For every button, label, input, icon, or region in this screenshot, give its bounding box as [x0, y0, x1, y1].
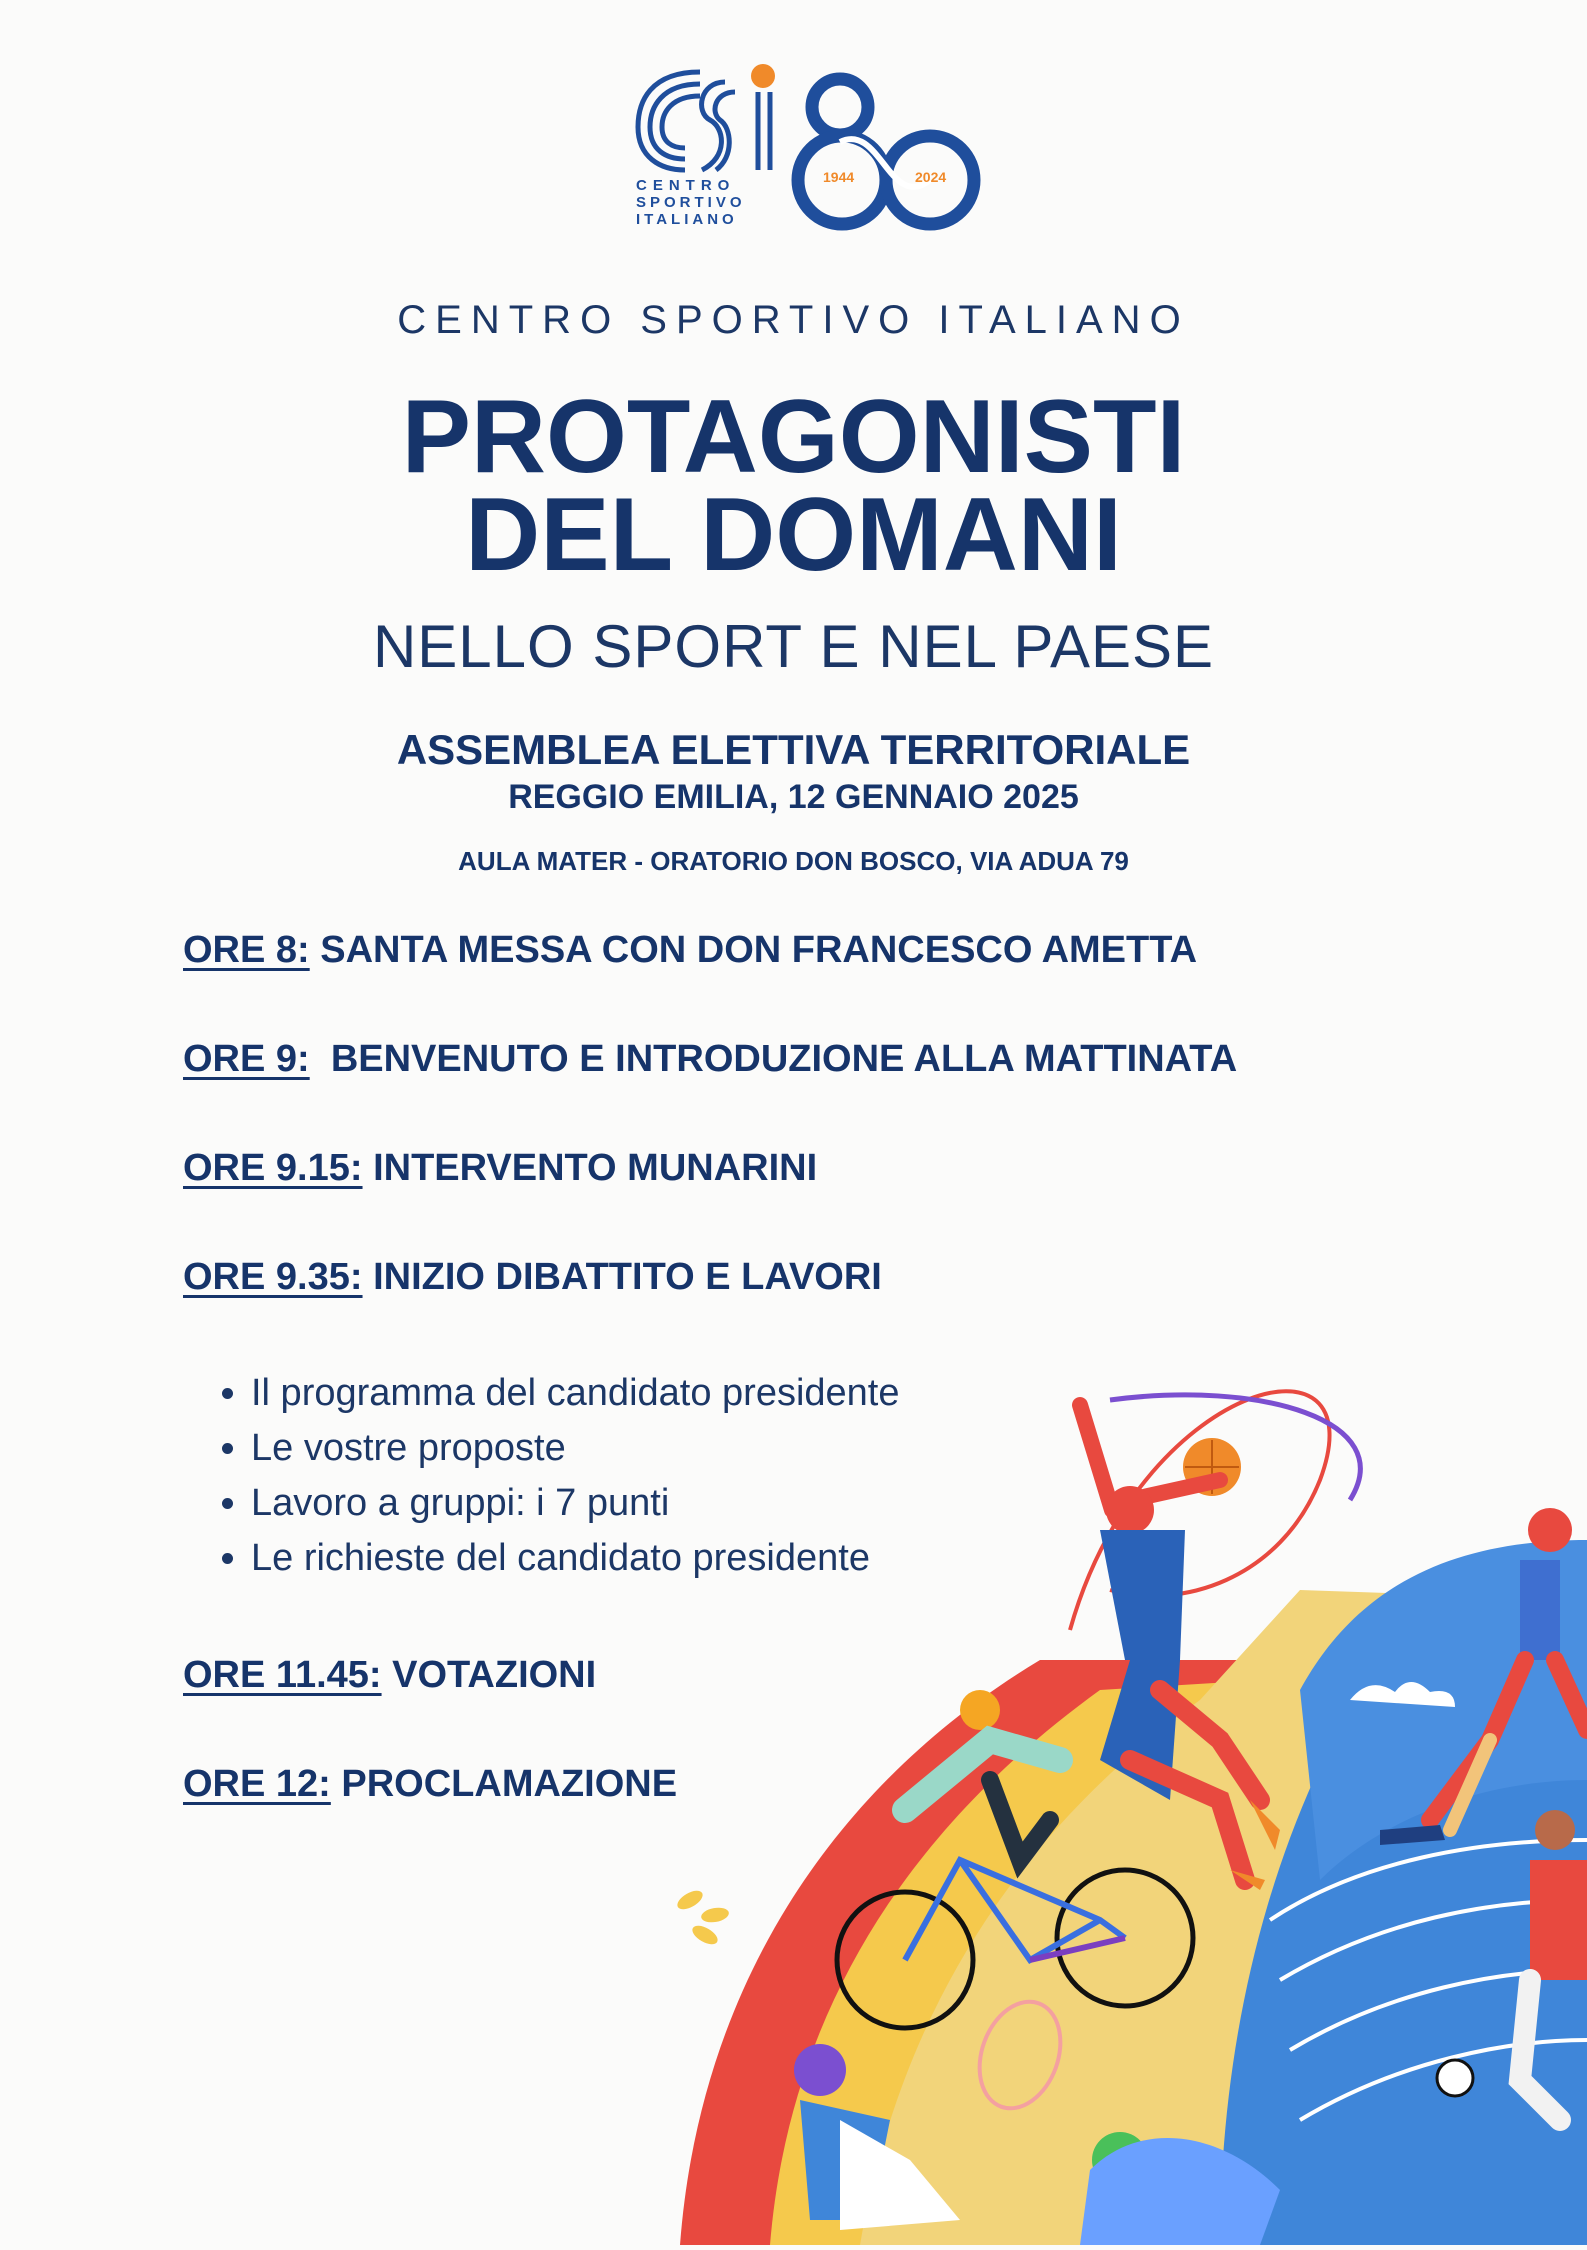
csi-80-logo	[630, 62, 990, 237]
slot-time: ORE 9.35:	[183, 1256, 363, 1298]
program-slot	[183, 1148, 1433, 1188]
slot-text: VOTAZIONI	[381, 1654, 597, 1696]
program-slot	[183, 1257, 1433, 1297]
eighty-mark	[798, 79, 974, 224]
sports-illustration	[660, 1360, 1587, 2245]
slot-time: ORE 12:	[183, 1763, 331, 1805]
program-slot	[183, 930, 1433, 970]
logo-text-3: ITALIANO	[636, 211, 738, 228]
slot-text: PROCLAMAZIONE	[330, 1763, 678, 1805]
slot-text: INIZIO DIBATTITO E LAVORI	[362, 1256, 882, 1298]
slot-time: ORE 9:	[183, 1038, 310, 1080]
subtitle: NELLO SPORT E NEL PAESE	[372, 613, 1215, 680]
leaf-decoration	[674, 1887, 730, 1948]
title-line-2: DEL DOMANI	[465, 477, 1122, 593]
logo-text-1: CENTRO	[636, 177, 736, 194]
slot-text: BENVENUTO E INTRODUZIONE ALLA MATTINATA	[309, 1038, 1238, 1080]
csi-mark	[638, 72, 770, 170]
slot-text: SANTA MESSA CON DON FRANCESCO AMETTA	[309, 929, 1198, 971]
list-item: • Il programma del candidato presidente	[251, 1366, 1433, 1421]
event-title: ASSEMBLEA ELETTIVA TERRITORIALE	[396, 726, 1191, 773]
slot-time: ORE 8:	[183, 929, 310, 971]
slot-time: ORE 11.45:	[183, 1654, 382, 1696]
ball-icon	[751, 64, 775, 88]
slot-time: ORE 9.15:	[183, 1147, 363, 1189]
soccer-ball-icon	[1437, 2060, 1473, 2096]
list-item: • Le vostre proposte	[251, 1421, 1433, 1476]
list-item: • Lavoro a gruppi: i 7 punti	[251, 1476, 1433, 1531]
org-name: CENTRO SPORTIVO ITALIANO	[397, 298, 1190, 342]
list-item: • Le richieste del candidato presidente	[251, 1531, 1433, 1586]
title-line-1: PROTAGONISTI	[401, 379, 1186, 495]
year-end: 2024	[915, 169, 947, 185]
slot-text: INTERVENTO MUNARINI	[362, 1147, 818, 1189]
year-start: 1944	[823, 169, 855, 185]
logo-text-2: SPORTIVO	[636, 194, 746, 211]
program-slot	[183, 1039, 1433, 1079]
event-venue: AULA MATER - ORATORIO DON BOSCO, VIA ADUA 79	[458, 846, 1129, 876]
event-date: REGGIO EMILIA, 12 GENNAIO 2025	[508, 778, 1079, 816]
page-title	[0, 379, 1587, 593]
